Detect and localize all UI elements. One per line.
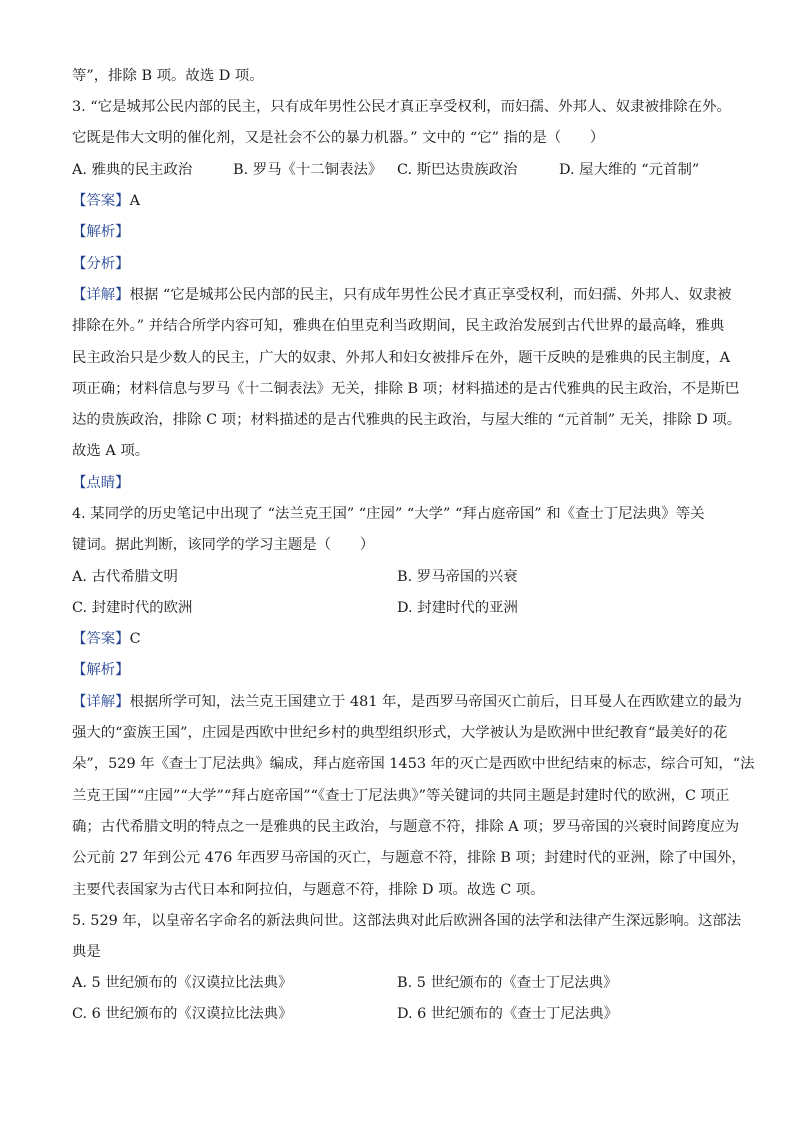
q3-dianjing-heading	[72, 473, 722, 495]
q4-detail-text: 根据所学可知，法兰克王国建立于 481 年，是西罗马帝国灭亡前后，日耳曼人在西欧建立的最为	[129, 694, 742, 710]
answer-tag: 【答案】	[72, 193, 130, 209]
analysis-tag: 【解析】	[72, 662, 130, 678]
q3-option-c: C. 斯巴达贵族政治	[397, 162, 518, 178]
q3-detail-text: 民主政治只是少数人的民主，广大的奴隶、外邦人和妇女被排斥在外，题干反映的是雅典的民主制度，A	[72, 350, 730, 366]
q4-answer-value: C	[129, 631, 141, 647]
detail-tag: 【详解】	[72, 287, 130, 303]
question-3-stem-cont: 它既是伟大文明的催化剂，又是社会不公的暴力机器。” 文中的 “它” 指的是（ ）	[72, 130, 605, 146]
question-4-stem: 4. 某同学的历史笔记中出现了 “法兰克王国” “庄园” “大学” “拜占庭帝国” 和《查士丁尼法典》等关	[72, 506, 705, 522]
q4-option-c: C. 封建时代的欧洲	[72, 600, 193, 616]
q4-detail-text: 兰克王国”“庄园”“大学”“拜占庭帝国”“《查士丁尼法典》”等关键词的共同主题是封建时代的欧洲，C 项正	[72, 788, 730, 804]
question-5-stem-cont: 典是	[72, 944, 101, 960]
fenxi-tag: 【分析】	[72, 256, 130, 272]
q4-detail-text: 强大的“蛮族王国”，庄园是西欧中世纪乡村的典型组织形式，大学被认为是欧洲中世纪教育“最美好的花	[72, 725, 728, 741]
q3-detail-text: 达的贵族政治，排除 C 项；材料描述的是古代雅典的民主政治，与屋大维的 “元首制” 无关，排除 D 项。	[72, 412, 742, 428]
q5-option-a: A. 5 世纪颁布的《汉谟拉比法典》	[72, 975, 293, 991]
q4-option-b: B. 罗马帝国的兴衰	[397, 569, 518, 585]
detail-tag: 【详解】	[72, 694, 130, 710]
q3-answer-value: A	[129, 193, 140, 209]
q3-detail-text: 项正确；材料信息与罗马《十二铜表法》无关，排除 B 项；材料描述的是古代雅典的民主政治，不是斯巴	[72, 381, 740, 397]
q3-detail-line	[72, 285, 732, 307]
q4-detail-text: 朵”，529 年《查士丁尼法典》编成，拜占庭帝国 1453 年的灭亡是西欧中世纪结束的标志，综合可知，“法	[72, 756, 755, 772]
q3-option-a: A. 雅典的民主政治	[72, 162, 193, 178]
answer-tag: 【答案】	[72, 631, 130, 647]
q4-detail-text: 确；古代希腊文明的特点之一是雅典的民主政治，与题意不符，排除 A 项；罗马帝国的兴衰时间跨度应为	[72, 819, 740, 835]
q3-option-b: B. 罗马《十二铜表法》	[233, 162, 383, 178]
q4-detail-text: 公元前 27 年到公元 476 年西罗马帝国的灭亡，与题意不符，排除 B 项；封建时代的亚洲，除了中国外，	[72, 850, 746, 866]
q5-option-c: C. 6 世纪颁布的《汉谟拉比法典》	[72, 1006, 293, 1022]
q4-option-a: A. 古代希腊文明	[72, 569, 178, 585]
question-4-stem-cont: 键词。据此判断，该同学的学习主题是（ ）	[72, 537, 375, 553]
question-5-stem: 5. 529 年，以皇帝名字命名的新法典问世。这部法典对此后欧洲各国的法学和法律产生深远影响。这部法	[72, 913, 742, 929]
q3-answer-line	[72, 191, 722, 213]
q4-answer-line	[72, 629, 722, 651]
q5-option-d: D. 6 世纪颁布的《查士丁尼法典》	[397, 1006, 618, 1022]
q3-analysis-heading	[72, 222, 722, 244]
q4-analysis-heading	[72, 660, 722, 682]
q5-option-b: B. 5 世纪颁布的《查士丁尼法典》	[397, 975, 618, 991]
q4-detail-text: 主要代表国家为古代日本和阿拉伯，与题意不符，排除 D 项。故选 C 项。	[72, 882, 545, 898]
dianjing-tag: 【点睛】	[72, 475, 130, 491]
q4-detail-line	[72, 692, 742, 714]
q3-detail-text: 根据 “它是城邦公民内部的民主，只有成年男性公民才真正享受权利，而妇孺、外邦人、奴隶被	[129, 287, 732, 303]
question-3-stem: 3. “它是城邦公民内部的民主，只有成年男性公民才真正享受权利，而妇孺、外邦人、奴隶被排除在外。	[72, 99, 731, 115]
analysis-tag: 【解析】	[72, 224, 130, 240]
text-line: 等”，排除 B 项。故选 D 项。	[72, 68, 264, 84]
q3-fenxi-heading	[72, 254, 722, 276]
q4-option-d: D. 封建时代的亚洲	[397, 600, 518, 616]
q3-option-d: D. 屋大维的 “元首制”	[559, 162, 700, 178]
q3-detail-text: 故选 A 项。	[72, 443, 150, 459]
q3-detail-text: 排除在外。” 并结合所学内容可知，雅典在伯里克利当政期间，民主政治发展到古代世界的最高峰，雅典	[72, 318, 725, 334]
